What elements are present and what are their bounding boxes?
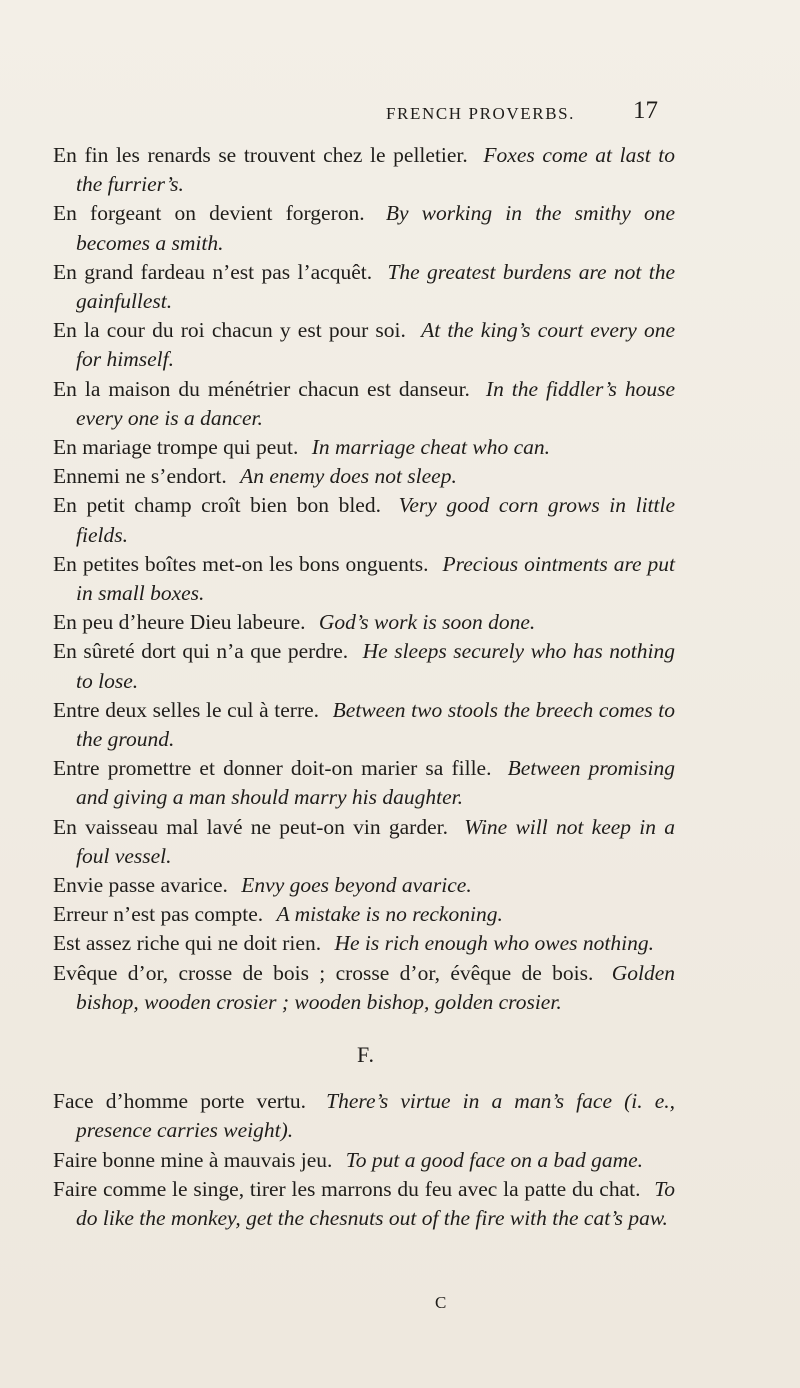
proverb-entry: [53, 258, 675, 316]
proverb-english: There’s virtue in a man’s face (i. e., presence carries weight).: [76, 1089, 675, 1143]
proverb-french: En vaisseau mal lavé ne peut-on vin garder.: [53, 814, 448, 839]
proverb-english: Envy goes beyond avarice.: [241, 873, 472, 898]
proverb-english: Precious ointments are put in small boxes.: [76, 551, 675, 606]
proverb-english: Between promising and giving a man should marry his daughter.: [76, 756, 676, 810]
proverb-english: Wine will not keep in a foul vessel.: [76, 814, 676, 868]
proverb-french: En petit champ croît bien bon bled.: [53, 493, 381, 518]
proverb-entry: [53, 1146, 675, 1175]
proverb-french: Entre promettre et donner doit-on marier sa fille.: [53, 756, 492, 781]
proverb-entry: [53, 813, 675, 871]
proverb-french: Ennemi ne s’endort.: [53, 464, 227, 489]
proverb-french: Face d’homme porte vertu.: [53, 1089, 307, 1114]
signature-mark: C: [435, 1293, 448, 1312]
proverb-english: He sleeps securely who has nothing to lose.: [76, 639, 676, 693]
proverb-entry: [53, 375, 675, 433]
proverb-entry: [53, 550, 675, 608]
proverb-french: En peu d’heure Dieu labeure.: [53, 610, 306, 635]
page-header: [0, 97, 800, 134]
proverb-entry: [53, 608, 675, 637]
proverb-french: Erreur n’est pas compte.: [53, 902, 264, 927]
proverb-entry: [53, 433, 675, 462]
proverb-list-e: [53, 141, 675, 1017]
proverb-entry: [53, 199, 675, 257]
proverb-english: In marriage cheat who can.: [311, 435, 551, 460]
proverb-french: En fin les renards se trouvent chez le pelletier.: [53, 143, 468, 167]
proverb-french: Est assez riche qui ne doit rien.: [53, 931, 322, 956]
proverb-english: Very good corn grows in little fields.: [76, 493, 676, 547]
running-head: FRENCH PROVERBS.: [386, 104, 576, 123]
proverb-french: En mariage trompe qui peut.: [53, 435, 299, 460]
proverb-entry: [53, 637, 675, 695]
proverb-french: En grand fardeau n’est pas l’acquêt.: [53, 259, 373, 284]
proverb-french: Evêque d’or, crosse de bois ; crosse d’or, évêque de bois.: [53, 960, 594, 985]
proverb-english: Golden bishop, wooden crosier ; wooden bishop, golden crosier.: [76, 960, 675, 1014]
proverb-english: An enemy does not sleep.: [240, 464, 457, 489]
proverb-english: To put a good face on a bad game.: [345, 1147, 644, 1172]
proverb-english: Between two stools the breech comes to the ground.: [76, 697, 675, 752]
proverb-entry: [53, 316, 675, 374]
proverb-french: En la cour du roi chacun y est pour soi.: [53, 318, 406, 343]
proverb-entry: [53, 959, 675, 1017]
proverb-french: Faire comme le singe, tirer les marrons du feu avec la patte du chat.: [53, 1176, 641, 1201]
proverb-list-f: [53, 1087, 675, 1233]
proverb-french: Faire bonne mine à mauvais jeu.: [53, 1147, 333, 1172]
proverb-english: By working in the smithy one becomes a smith.: [76, 201, 676, 255]
proverb-entry: [53, 900, 675, 929]
page-number: 17: [633, 97, 658, 124]
proverb-english: He is rich enough who owes nothing.: [334, 931, 654, 956]
proverb-english: A mistake is no reckoning.: [276, 902, 503, 927]
section-heading-f: F.: [357, 1042, 375, 1068]
proverb-french: En petites boîtes met-on les bons onguents.: [53, 551, 429, 576]
proverb-entry: [53, 929, 675, 958]
proverb-english: God’s work is soon done.: [318, 610, 536, 635]
proverb-entry: [53, 754, 675, 812]
proverb-entry: [53, 141, 675, 199]
proverb-entry: [53, 1175, 675, 1233]
proverb-entry: [53, 696, 675, 754]
proverb-entry: [53, 491, 675, 549]
proverb-french: En la maison du ménétrier chacun est danseur.: [53, 376, 470, 401]
proverb-english: Foxes come at last to the furrier’s.: [76, 143, 676, 197]
proverb-french: Envie passe avarice.: [53, 873, 228, 898]
proverb-english: To do like the monkey, get the chesnuts out of the fire with the cat’s paw.: [76, 1176, 675, 1230]
page-body: [53, 141, 675, 1233]
proverb-english: In the fiddler’s house every one is a dancer.: [76, 376, 676, 430]
proverb-entry: [53, 1087, 675, 1145]
proverb-entry: [53, 462, 675, 491]
proverb-english: At the king’s court every one for himself.: [76, 318, 676, 372]
proverb-english: The greatest burdens are not the gainfullest.: [76, 259, 675, 314]
proverb-french: Entre deux selles le cul à terre.: [53, 697, 320, 722]
proverb-french: En forgeant on devient forgeron.: [53, 201, 365, 226]
proverb-french: En sûreté dort qui n’a que perdre.: [53, 639, 349, 664]
proverb-entry: [53, 871, 675, 900]
